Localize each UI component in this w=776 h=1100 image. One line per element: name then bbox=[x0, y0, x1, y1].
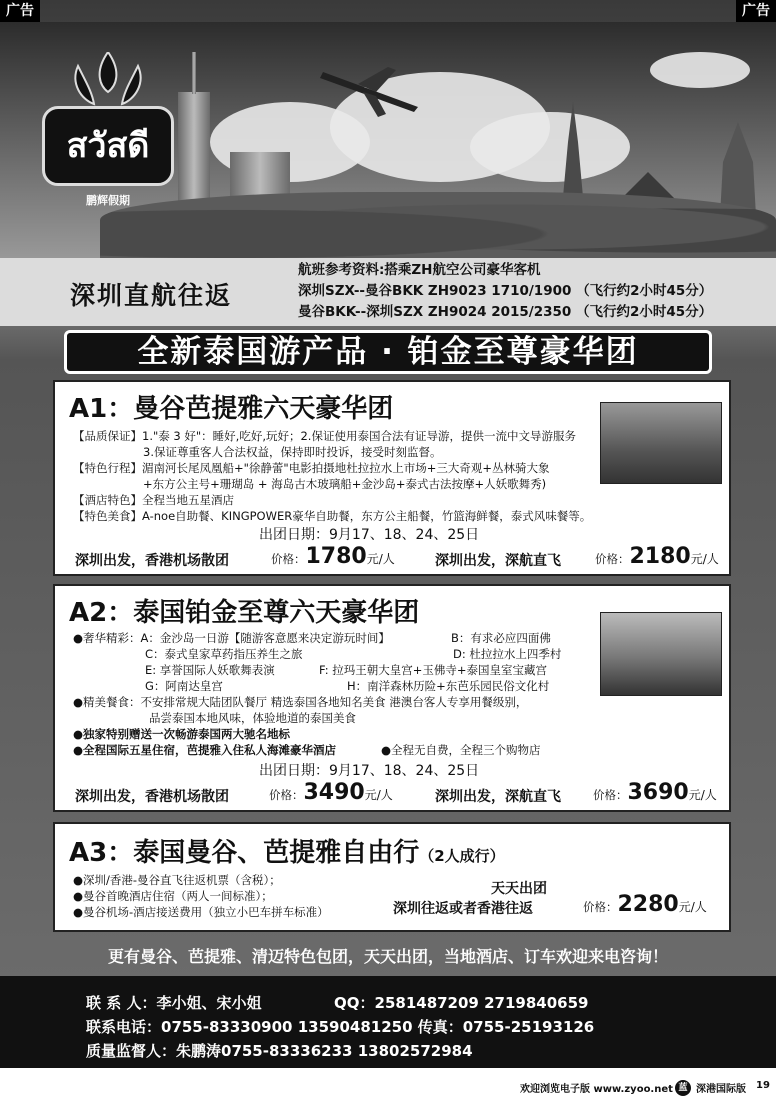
flight-title: 深圳直航往返 bbox=[70, 281, 233, 310]
price-unit: 元/人 bbox=[690, 552, 719, 566]
route: 深圳往返或者香港往返 bbox=[393, 901, 533, 917]
price-unit: 元/人 bbox=[678, 900, 707, 914]
detail-row: C：泰式皇家草药指压养生之旅 bbox=[145, 647, 303, 661]
product-a3 bbox=[53, 822, 731, 932]
antenna bbox=[192, 52, 196, 94]
price bbox=[269, 780, 393, 805]
detail-row: ●独家特别赠送一次畅游泰国两大驰名地标 bbox=[73, 727, 291, 741]
flight-lines bbox=[298, 260, 712, 323]
hero-image bbox=[0, 22, 776, 262]
price bbox=[583, 892, 707, 917]
main-banner: 全新泰国游产品 · 铂金至尊豪华团 bbox=[64, 330, 712, 374]
price-unit: 元/人 bbox=[688, 788, 717, 802]
detail-row: B：有求必应四面佛 bbox=[451, 631, 551, 645]
detail-row: 品尝泰国本地风味，体验地道的泰国美食 bbox=[149, 711, 356, 725]
daily-departure: 天天出团 bbox=[491, 881, 547, 897]
departure-dates: 出团日期：9月17、18、24、25日 bbox=[259, 527, 480, 543]
cloud bbox=[650, 52, 750, 88]
detail-row: E: 享誉国际人妖歌舞表演 bbox=[145, 663, 275, 677]
detail-row: +东方公主号+珊瑚岛 + 海岛古木玻璃船+金沙岛+泰式古法按摩+人妖歌舞秀) bbox=[143, 477, 547, 491]
browse-link[interactable]: 欢迎浏览电子版 www.zyoo.net bbox=[520, 1084, 673, 1095]
brand-logo bbox=[42, 52, 174, 222]
quality-supervisor: 质量监督人：朱鹏涛0755-83336233 13802572984 bbox=[86, 1042, 473, 1060]
edition-icon: 蓝 bbox=[675, 1080, 691, 1096]
product-title-note: （2人成行） bbox=[419, 847, 505, 865]
departure-option: 深圳出发，深航直飞 bbox=[435, 789, 561, 805]
flight-line: 深圳SZX--曼谷BKK ZH9023 1710/1900 （飞行约2小时45分） bbox=[298, 283, 713, 299]
departure-option: 深圳出发，深航直飞 bbox=[435, 553, 561, 569]
price-value: 3690 bbox=[627, 780, 689, 805]
price bbox=[593, 780, 717, 805]
detail-row: ●深圳/香港-曼谷直飞往返机票（含税）； bbox=[73, 873, 281, 887]
detail-row: ●奢华精彩：A：金沙岛一日游【随游客意愿来决定游玩时间】 bbox=[73, 631, 390, 645]
detail-row: H：南洋森林历险+东芭乐园民俗文化村 bbox=[347, 679, 550, 693]
departure-dates: 出团日期：9月17、18、24、25日 bbox=[259, 763, 480, 779]
ad-label-right: 广告 bbox=[736, 0, 776, 22]
detail-row: 【品质保证】1."泰 3 好"：睡好,吃好,玩好；2.保证使用泰国合法有证导游，提供一流中文导游服务 bbox=[73, 429, 576, 443]
price-unit: 元/人 bbox=[366, 552, 395, 566]
flight-line: 航班参考资料:搭乘ZH航空公司豪华客机 bbox=[298, 262, 541, 278]
contact-persons: 联 系 人：李小姐、宋小姐 bbox=[86, 994, 262, 1012]
detail-row: 【特色行程】湄南河长尾凤凰船+"徐静蕾"电影拍摄地杜拉拉水上市场+三大奇观+丛林骑大象 bbox=[73, 461, 550, 475]
page-footer bbox=[0, 1068, 776, 1100]
price-label: 价格： bbox=[583, 900, 618, 914]
flight-info bbox=[0, 258, 776, 326]
beach-photo bbox=[600, 402, 722, 484]
tree-line bbox=[100, 192, 776, 262]
flight-line: 曼谷BKK--深圳SZX ZH9024 2015/2350 （飞行约2小时45分） bbox=[298, 304, 713, 320]
detail-row: ●精美餐食：不安排常规大陆团队餐厅 精选泰国各地知名美食 港澳台客人专享用餐级别， bbox=[73, 695, 528, 709]
price-label: 价格： bbox=[271, 552, 306, 566]
page-number: 19 bbox=[756, 1080, 770, 1091]
price bbox=[595, 544, 719, 569]
detail-row: 【特色美食】A-noe自助餐、KINGPOWER豪华自助餐，东方公主船餐，竹篮海鲜餐，泰式风味餐等。 bbox=[73, 509, 592, 523]
palace-photo bbox=[600, 612, 722, 696]
price-unit: 元/人 bbox=[364, 788, 393, 802]
departure-option: 深圳出发，香港机场散团 bbox=[75, 553, 229, 569]
logo-subtitle: 鹏辉假期 bbox=[86, 194, 130, 207]
product-title: A3：泰国曼谷、芭提雅自由行 bbox=[69, 838, 420, 868]
detail-row: ●曼谷机场-酒店接送费用（独立小巴车拼车标准） bbox=[73, 905, 329, 919]
detail-row: F: 拉玛王朝大皇宫+玉佛寺+泰国皇室宝藏宫 bbox=[319, 663, 548, 677]
ad-label-left: 广告 bbox=[0, 0, 40, 22]
contact-block bbox=[0, 976, 776, 1068]
price-label: 价格： bbox=[593, 788, 628, 802]
detail-row: ●全程国际五星住宿，芭提雅入住私人海滩豪华酒店 bbox=[73, 743, 337, 757]
product-a1 bbox=[53, 380, 731, 576]
departure-option: 深圳出发，香港机场散团 bbox=[75, 789, 229, 805]
price-value: 2280 bbox=[617, 892, 679, 917]
detail-row: D: 杜拉拉水上四季村 bbox=[453, 647, 562, 661]
price-value: 1780 bbox=[305, 544, 367, 569]
product-title: A1：曼谷芭提雅六天豪华团 bbox=[69, 394, 394, 424]
price bbox=[271, 544, 395, 569]
contact-qq: QQ：2581487209 2719840659 bbox=[334, 994, 589, 1012]
detail-row: ●全程无自费，全程三个购物店 bbox=[381, 743, 541, 757]
logo-thai-text: สวัสดี bbox=[42, 106, 174, 186]
price-label: 价格： bbox=[595, 552, 630, 566]
product-title: A2：泰国铂金至尊六天豪华团 bbox=[69, 598, 420, 628]
price-label: 价格： bbox=[269, 788, 304, 802]
contact-phone: 联系电话：0755-83330900 13590481250 传真：0755-25193126 bbox=[86, 1018, 595, 1036]
detail-row: ●曼谷首晚酒店住宿（两人一间标准）； bbox=[73, 889, 273, 903]
detail-row: 3.保证尊重客人合法权益，保持即时投诉，接受时刻监督。 bbox=[143, 445, 442, 459]
detail-row: G：阿南达皇宫 bbox=[145, 679, 223, 693]
product-a2 bbox=[53, 584, 731, 812]
more-info-line: 更有曼谷、芭提雅、清迈特色包团，天天出团，当地酒店、订车欢迎来电咨询！ bbox=[107, 947, 668, 966]
price-value: 2180 bbox=[629, 544, 691, 569]
price-value: 3490 bbox=[303, 780, 365, 805]
product-title-row bbox=[69, 832, 505, 869]
edition-name: 深港国际版 bbox=[696, 1084, 746, 1095]
airplane-icon bbox=[318, 62, 428, 122]
detail-row: 【酒店特色】全程当地五星酒店 bbox=[73, 493, 234, 507]
